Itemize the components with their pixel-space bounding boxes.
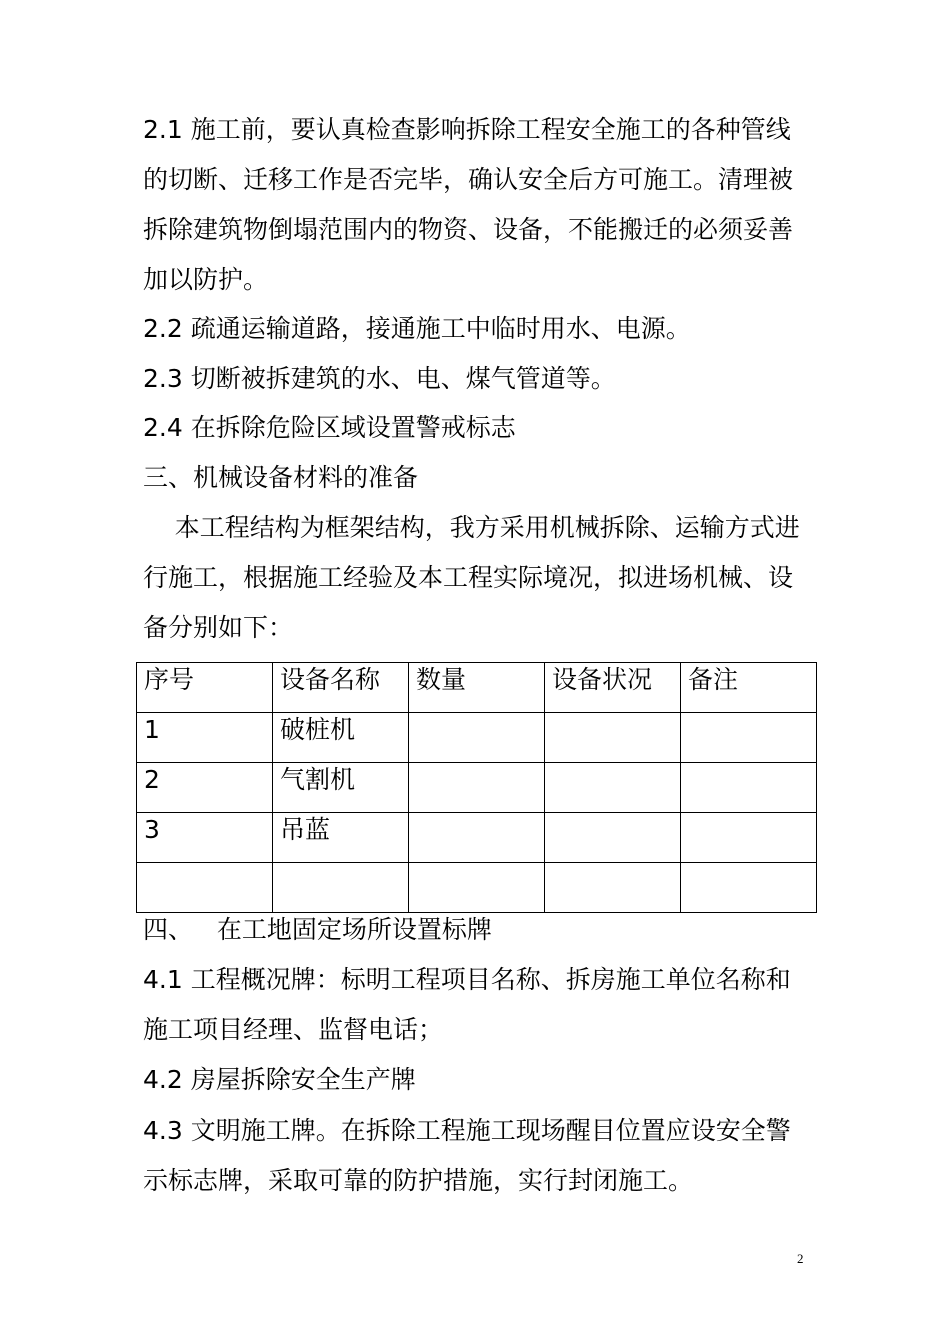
table-row	[137, 863, 817, 913]
table-row	[137, 813, 817, 863]
paragraph-line-1: 本工程结构为框架结构，我方采用机械拆除、运输方式进	[143, 513, 800, 542]
table-cell	[409, 763, 545, 813]
table-cell	[681, 763, 817, 813]
page-number: 2	[797, 1251, 804, 1266]
header-cell-remarks: 备注	[681, 663, 817, 713]
text-line-2-4: 2.4 在拆除危险区域设置警戒标志	[143, 413, 516, 442]
table-cell	[545, 713, 681, 763]
table-cell: 气割机	[273, 763, 409, 813]
text-line-4-2: 4.2 房屋拆除安全生产牌	[143, 1065, 416, 1094]
text-line-2-1-cont-3: 加以防护。	[143, 265, 269, 294]
table-cell: 破桩机	[273, 713, 409, 763]
table-cell	[137, 863, 273, 913]
section-heading-4: 四、 在工地固定场所设置标牌	[143, 915, 492, 944]
table-cell	[681, 713, 817, 763]
header-cell-quantity: 数量	[409, 663, 545, 713]
text-line-4-3: 4.3 文明施工牌。在拆除工程施工现场醒目位置应设安全警	[143, 1116, 791, 1145]
table-cell: 3	[137, 813, 273, 863]
text-line-2-1-cont-1: 的切断、迁移工作是否完毕，确认安全后方可施工。清理被	[143, 165, 794, 194]
table-cell	[545, 863, 681, 913]
table-cell	[273, 863, 409, 913]
table-cell: 吊蓝	[273, 813, 409, 863]
table-row	[137, 713, 817, 763]
table-cell	[545, 813, 681, 863]
section-heading-3: 三、机械设备材料的准备	[143, 463, 419, 492]
table-cell	[409, 863, 545, 913]
text-line-4-1-cont: 施工项目经理、监督电话；	[143, 1015, 444, 1044]
text-line-2-3: 2.3 切断被拆建筑的水、电、煤气管道等。	[143, 364, 616, 393]
table-cell	[409, 713, 545, 763]
header-cell-equipment-name: 设备名称	[273, 663, 409, 713]
table-cell	[409, 813, 545, 863]
text-line-2-2: 2.2 疏通运输道路，接通施工中临时用水、电源。	[143, 314, 691, 343]
text-line-4-1: 4.1 工程概况牌：标明工程项目名称、拆房施工单位名称和	[143, 965, 791, 994]
table-cell: 1	[137, 713, 273, 763]
table-header-row	[137, 663, 817, 713]
paragraph-line-3: 备分别如下：	[143, 613, 294, 642]
table-row	[137, 763, 817, 813]
equipment-table	[136, 662, 817, 913]
text-line-2-1-cont-2: 拆除建筑物倒塌范围内的物资、设备，不能搬迁的必须妥善	[143, 215, 794, 244]
header-cell-index: 序号	[137, 663, 273, 713]
header-cell-condition: 设备状况	[545, 663, 681, 713]
paragraph-line-2: 行施工，根据施工经验及本工程实际境况，拟进场机械、设	[143, 563, 794, 592]
table-cell	[681, 813, 817, 863]
table-cell: 2	[137, 763, 273, 813]
table-cell	[545, 763, 681, 813]
text-line-2-1: 2.1 施工前，要认真检查影响拆除工程安全施工的各种管线	[143, 115, 791, 144]
text-line-4-3-cont: 示标志牌，采取可靠的防护措施，实行封闭施工。	[143, 1166, 694, 1195]
table-cell	[681, 863, 817, 913]
